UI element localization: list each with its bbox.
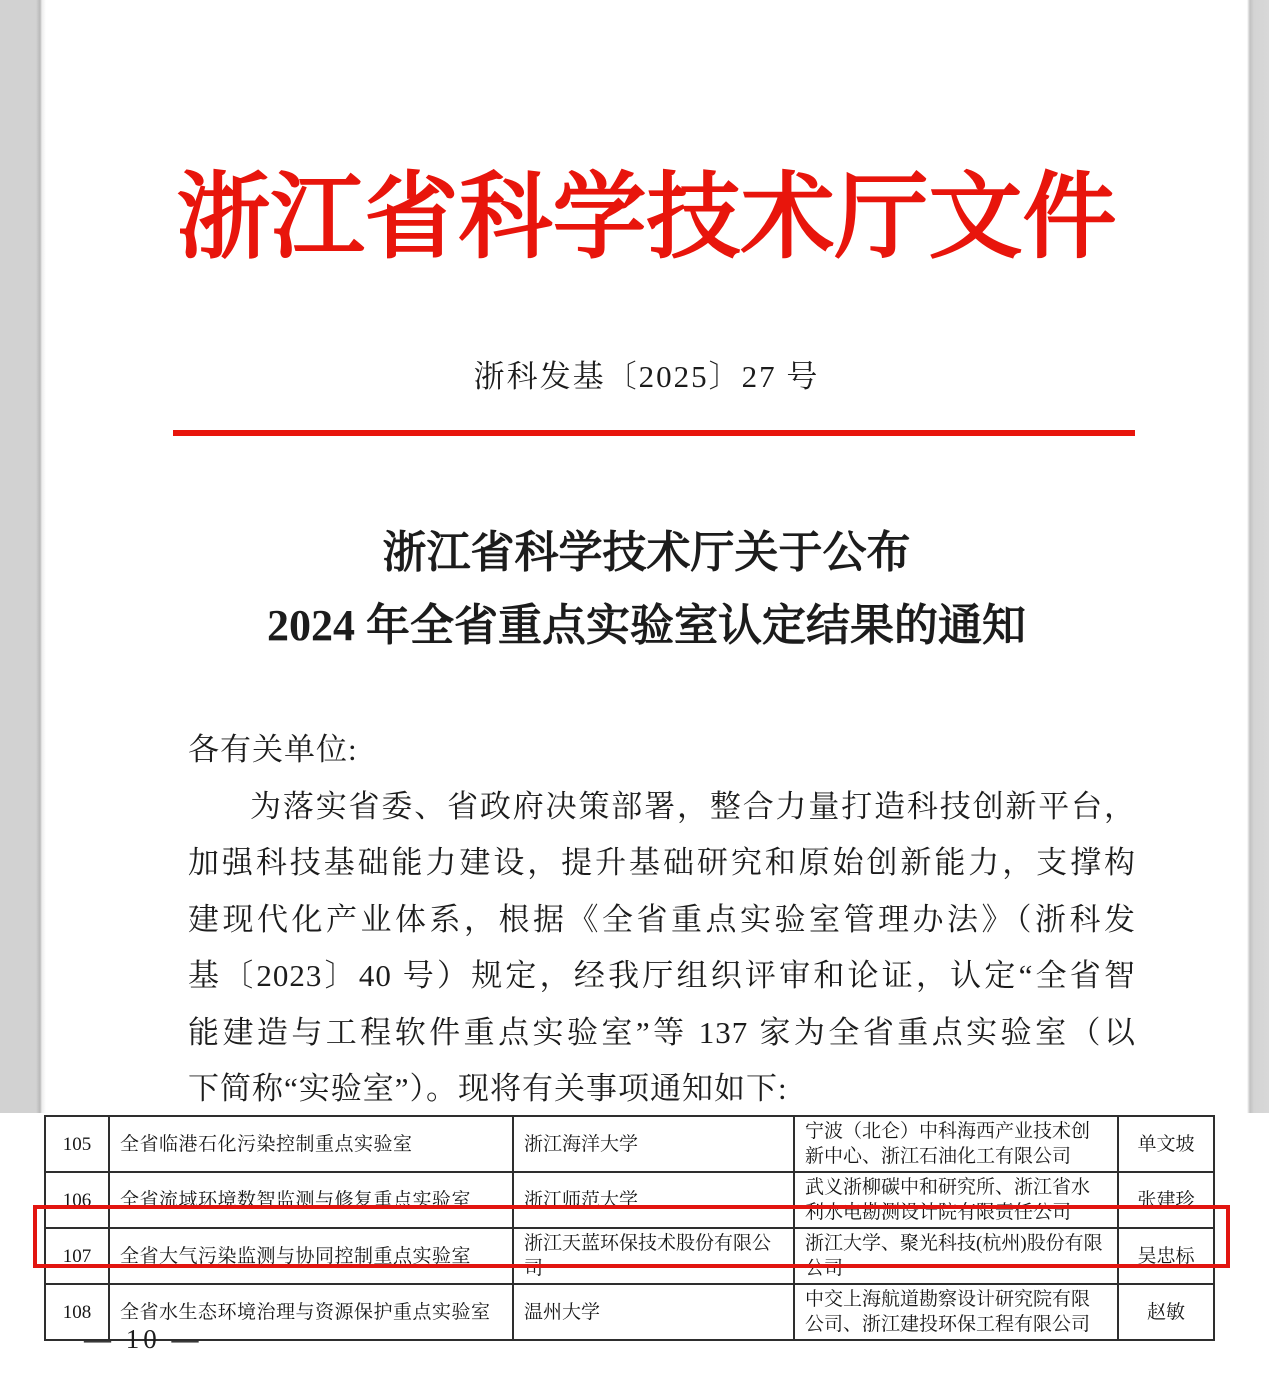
table-row — [45, 1172, 1214, 1228]
scan-right-margin — [1247, 0, 1269, 1113]
notice-title-line-1: 浙江省科学技术厅关于公布 — [382, 528, 911, 577]
row-number-cell: 106 — [45, 1172, 109, 1228]
row-number-cell: 108 — [45, 1284, 109, 1340]
host-unit-cell: 浙江天蓝环保技术股份有限公司 — [513, 1228, 794, 1284]
page-number: — 10 — — [84, 1324, 203, 1354]
body-line: 能建造与工程软件重点实验室”等 137 家为全省重点实验室（以 — [188, 1014, 1136, 1050]
table-row-highlighted — [45, 1228, 1214, 1284]
lab-table-section — [44, 1115, 1215, 1341]
lab-name-cell: 全省临港石化污染控制重点实验室 — [109, 1116, 513, 1172]
partner-units-cell: 浙江大学、聚光科技(杭州)股份有限公司 — [794, 1228, 1118, 1284]
partner-units-cell: 中交上海航道勘察设计研究院有限公司、浙江建投环保工程有限公司 — [794, 1284, 1118, 1340]
partner-units-cell: 武义浙柳碳中和研究所、浙江省水利水电勘测设计院有限责任公司 — [794, 1172, 1118, 1228]
salutation: 各有关单位: — [188, 732, 358, 767]
body-line: 建现代化产业体系，根据《全省重点实验室管理办法》（浙科发 — [188, 901, 1136, 937]
notice-title-line-2: 2024 年全省重点实验室认定结果的通知 — [267, 601, 1026, 650]
document-body — [188, 722, 1136, 1118]
host-unit-cell: 温州大学 — [513, 1284, 794, 1340]
lab-name-cell: 全省大气污染监测与协同控制重点实验室 — [109, 1228, 513, 1284]
body-line: 下简称“实验室”）。现将有关事项通知如下: — [188, 1071, 788, 1106]
leader-cell: 张建珍 — [1118, 1172, 1214, 1228]
row-number-cell: 105 — [45, 1116, 109, 1172]
body-line: 基〔2023〕40 号）规定，经我厅组织评审和论证，认定“全省智 — [188, 958, 1136, 993]
red-separator-rule — [173, 430, 1135, 436]
scan-left-margin — [0, 0, 46, 1113]
body-line: 为落实省委、省政府决策部署，整合力量打造科技创新平台， — [250, 788, 1136, 824]
partner-units-cell: 宁波（北仑）中科海西产业技术创新中心、浙江石油化工有限公司 — [794, 1116, 1118, 1172]
host-unit-cell: 浙江师范大学 — [513, 1172, 794, 1228]
lab-name-cell: 全省水生态环境治理与资源保护重点实验室 — [109, 1284, 513, 1340]
leader-cell: 吴忠标 — [1118, 1228, 1214, 1284]
document-number: 浙科发基〔2025〕27 号 — [473, 359, 820, 394]
row-number-cell: 107 — [45, 1228, 109, 1284]
table-row — [45, 1284, 1214, 1340]
document-letterhead-title: 浙江省科学技术厅文件 — [176, 166, 1117, 270]
host-unit-cell: 浙江海洋大学 — [513, 1116, 794, 1172]
table-row — [45, 1116, 1214, 1172]
leader-cell: 单文坡 — [1118, 1116, 1214, 1172]
leader-cell: 赵敏 — [1118, 1284, 1214, 1340]
body-line: 加强科技基础能力建设，提升基础研究和原始创新能力，支撑构 — [188, 845, 1136, 880]
lab-table — [44, 1115, 1215, 1341]
lab-name-cell: 全省流域环境数智监测与修复重点实验室 — [109, 1172, 513, 1228]
